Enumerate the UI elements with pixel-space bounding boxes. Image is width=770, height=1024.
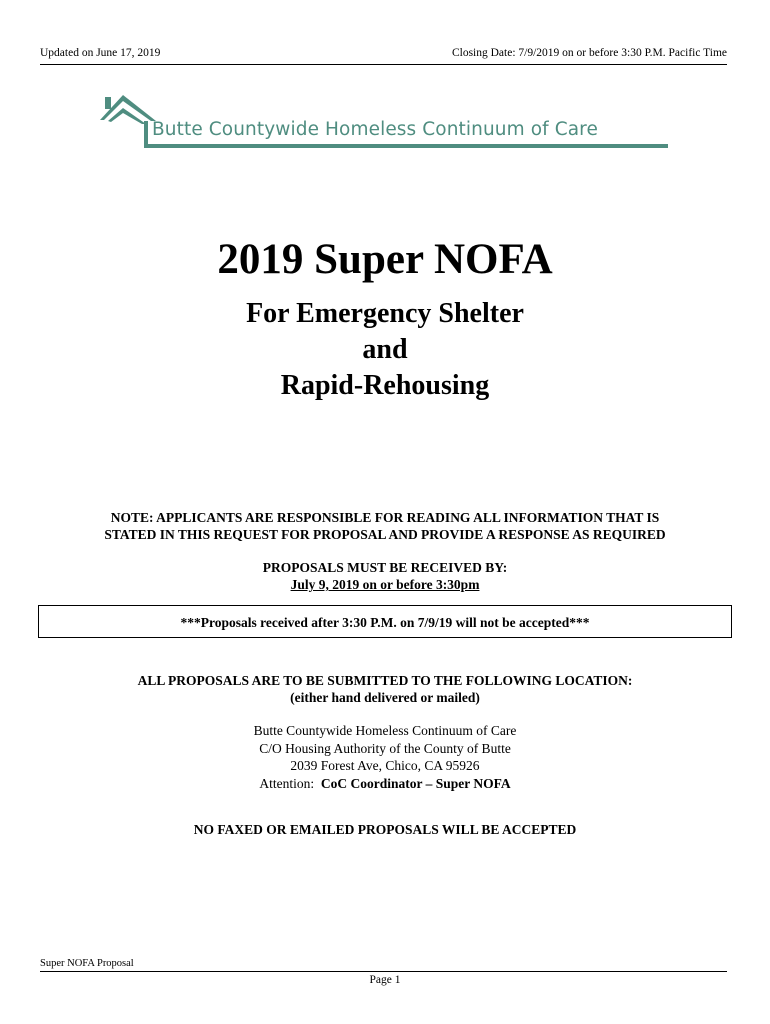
no-fax-notice: NO FAXED OR EMAILED PROPOSALS WILL BE ACCEPTED (193, 822, 577, 837)
subtitle-line: Rapid-Rehousing (280, 370, 490, 401)
organization-logo-text: Butte Countywide Homeless Continuum of Care (152, 119, 598, 140)
deadline-label: PROPOSALS MUST BE RECEIVED BY: (262, 560, 508, 575)
footer-divider (40, 971, 727, 972)
footer-label: Super NOFA Proposal (40, 958, 134, 969)
address-line: C/O Housing Authority of the County of Butte (259, 740, 511, 756)
updated-date: Updated on June 17, 2019 (40, 47, 161, 59)
address-line: Butte Countywide Homeless Continuum of Care (253, 723, 517, 738)
page-number: Page 1 (369, 974, 401, 986)
subtitle (0, 296, 770, 404)
deadline-block (0, 559, 770, 593)
note-line: NOTE: APPLICANTS ARE RESPONSIBLE FOR READING ALL INFORMATION THAT IS (110, 510, 660, 525)
address-line: 2039 Forest Ave, Chico, CA 95926 (290, 758, 480, 773)
attention-value: CoC Coordinator – Super NOFA (320, 775, 511, 791)
deadline-date: July 9, 2019 on or before 3:30pm (290, 577, 480, 592)
attention-label: Attention: (259, 775, 315, 791)
applicant-note (60, 509, 710, 543)
subtitle-line: and (362, 334, 408, 365)
attention-line (0, 775, 770, 793)
mailing-address (0, 722, 770, 792)
page-title: 2019 Super NOFA (217, 236, 553, 283)
closing-date: Closing Date: 7/9/2019 on or before 3:30 P.M. Pacific Time (451, 47, 727, 59)
submission-location (0, 672, 770, 706)
late-notice-box: ***Proposals received after 3:30 P.M. on 7/9/19 will not be accepted*** (38, 605, 732, 638)
location-heading: ALL PROPOSALS ARE TO BE SUBMITTED TO THE FOLLOWING LOCATION: (137, 673, 633, 688)
location-subheading: (either hand delivered or mailed) (290, 690, 480, 705)
note-line: STATED IN THIS REQUEST FOR PROPOSAL AND PROVIDE A RESPONSE AS REQUIRED (104, 527, 666, 542)
subtitle-line: For Emergency Shelter (246, 298, 524, 329)
page-header (40, 47, 727, 65)
